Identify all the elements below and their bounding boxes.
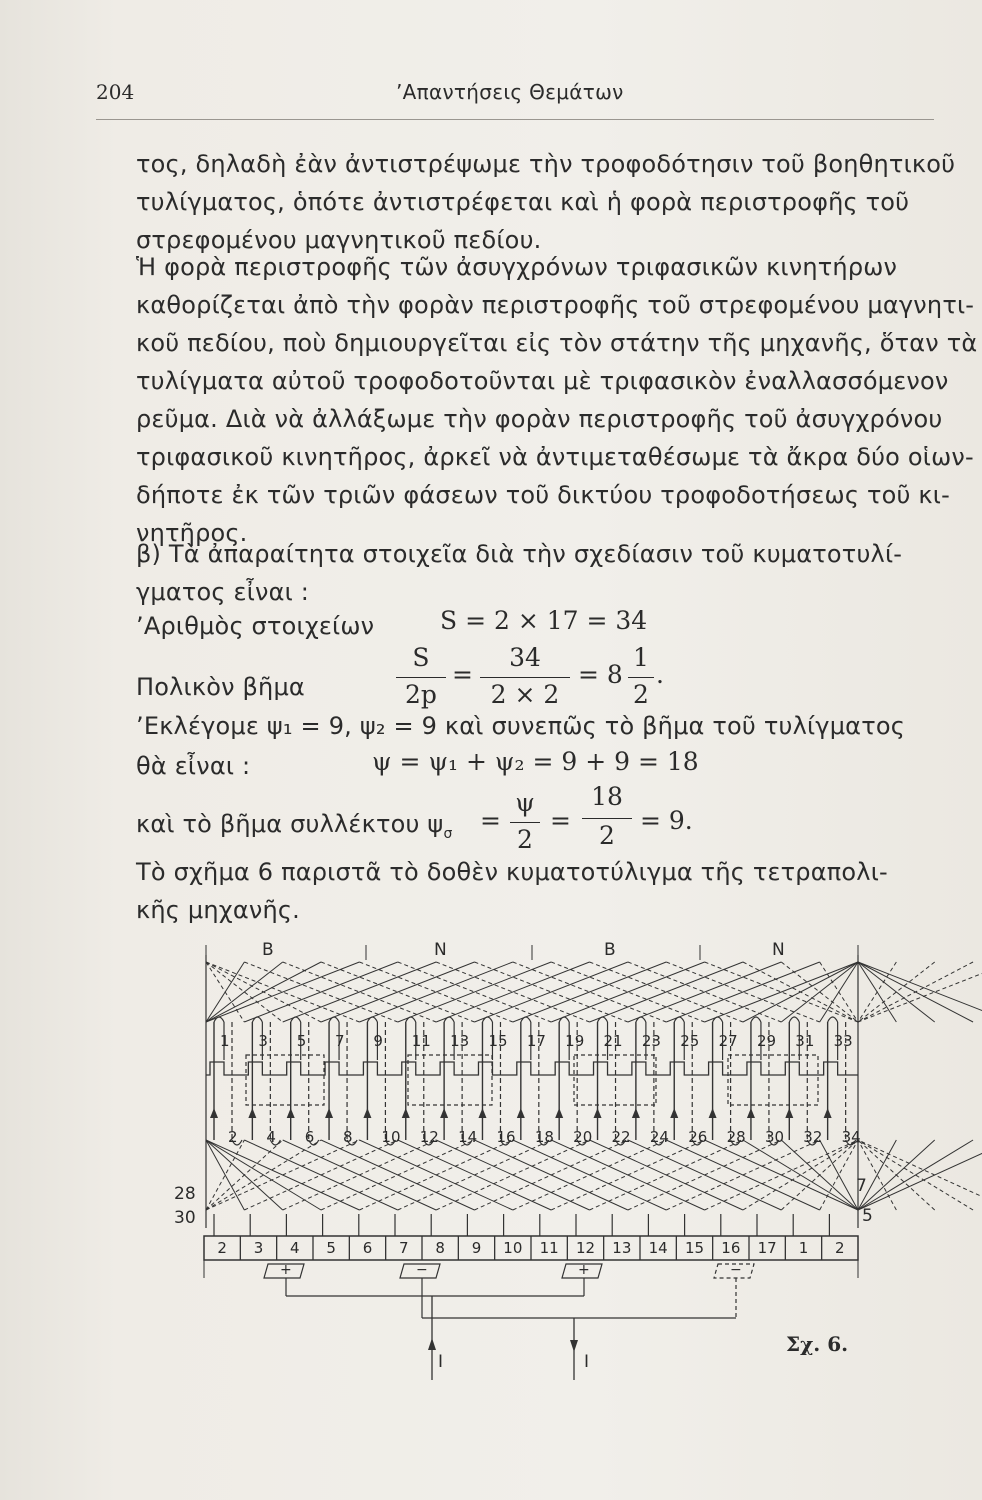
commutator-segment: 7 — [399, 1239, 409, 1257]
text-line: τυλίγματος, ὁπότε ἀντιστρέφεται καὶ ἡ φορὰ περιστροφῆς τοῦ — [136, 188, 910, 216]
comm-den: 2 — [517, 825, 533, 854]
pole-label: B — [262, 940, 274, 960]
commutator-segment: 14 — [648, 1239, 668, 1257]
slot-number-bottom: 8 — [343, 1128, 353, 1146]
brush-polarity: + — [280, 1262, 292, 1278]
slot-number-top: 3 — [258, 1032, 268, 1050]
slot-number-bottom: 10 — [381, 1128, 401, 1146]
text-line: τος, δηλαδὴ ἐὰν ἀντιστρέψωμε τὴν τροφοδότησιν τοῦ βοηθητικοῦ — [136, 150, 956, 178]
brush-polarity: + — [578, 1262, 590, 1278]
commutator-segment: 10 — [503, 1239, 523, 1257]
pole-face-box — [728, 1055, 818, 1105]
pitch-equation: ψ = ψ₁ + ψ₂ = 9 + 9 = 18 — [372, 747, 699, 776]
slot-number-top: 33 — [833, 1032, 853, 1050]
coil-end-top — [828, 1017, 838, 1022]
comm-result: = 9. — [640, 806, 693, 835]
pole-label: N — [772, 940, 785, 960]
pole-result-num: 1 — [633, 643, 649, 672]
brush-polarity: − — [730, 1262, 742, 1278]
figure-caption: Σχ. 6. — [786, 1332, 849, 1356]
text-line: κῆς μηχανῆς. — [136, 896, 300, 924]
side-label-left: 28 — [174, 1184, 196, 1204]
current-arrow — [670, 1108, 678, 1118]
slot-number-bottom: 28 — [726, 1128, 746, 1146]
slot-number-top: 15 — [488, 1032, 508, 1050]
commutator-segment: 1 — [798, 1239, 809, 1257]
slot-number-bottom: 6 — [304, 1128, 315, 1146]
current-arrow — [478, 1108, 486, 1118]
page-number: 204 — [96, 80, 135, 104]
text-line: στρεφομένου μαγνητικοῦ πεδίου. — [136, 226, 542, 254]
text-line: δήποτε ἐκ τῶν τριῶν φάσεων τοῦ δικτύου τροφοδοτήσεως τοῦ κι- — [136, 481, 950, 509]
commutator-segment: 16 — [721, 1239, 741, 1257]
slot-number-bottom: 12 — [419, 1128, 439, 1146]
commutator-segment: 6 — [362, 1239, 373, 1257]
current-arrow — [325, 1108, 333, 1118]
comm-eq1: = — [480, 806, 501, 835]
pole-fraction-num: S — [412, 643, 430, 672]
end-connection — [206, 1140, 244, 1210]
pole-result-den: 2 — [633, 680, 649, 709]
comm-eq2: = — [550, 806, 571, 835]
side-label-left: 30 — [174, 1208, 196, 1228]
text-line: β) Τὰ ἀπαραίτητα στοιχεῖα διὰ τὴν σχεδίασιν τοῦ κυματοτυλί- — [136, 540, 903, 568]
pole-label: B — [604, 940, 616, 960]
text-line: Τὸ σχῆμα 6 παριστᾶ τὸ δοθὲν κυματοτύλιγμα τῆς τετραπολι- — [136, 858, 888, 886]
slot-number-top: 25 — [680, 1032, 700, 1050]
commutator-segment: 9 — [471, 1239, 482, 1257]
side-label-right: 7 — [856, 1176, 867, 1196]
current-arrow — [747, 1108, 755, 1118]
side-label-right: 5 — [862, 1206, 873, 1226]
current-arrow — [402, 1108, 410, 1118]
commutator-segment: 17 — [757, 1239, 777, 1257]
elements-label: ’Αριθμὸς στοιχείων — [136, 612, 375, 640]
commutator-segment: 3 — [253, 1239, 264, 1257]
slot-number-top: 11 — [411, 1032, 431, 1050]
current-arrow — [210, 1108, 218, 1118]
slot-number-bottom: 18 — [534, 1128, 554, 1146]
comm-label-text: καὶ τὸ βῆμα συλλέκτου ψ — [136, 810, 444, 838]
pole-result: = 8 — [578, 660, 623, 689]
commutator-segment: 15 — [684, 1239, 705, 1257]
slot-number-top: 27 — [718, 1032, 738, 1050]
text-line: τυλίγματα αὐτοῦ τροφοδοτοῦνται μὲ τριφασικὸν ἐναλλασσόμενον — [136, 367, 949, 395]
text-line: κοῦ πεδίου, ποὺ δημιουργεῖται εἰς τὸν στάτην τῆς μηχανῆς, ὅταν τὰ — [136, 329, 978, 357]
text-line: Ἡ φορὰ περιστροφῆς τῶν ἀσυγχρόνων τριφασικῶν κινητήρων — [136, 253, 898, 281]
pole-fraction-num2: 34 — [509, 643, 541, 672]
commutator-segment: 2 — [217, 1239, 227, 1257]
slot-number-bottom: 2 — [228, 1128, 238, 1146]
brush-polarity: − — [416, 1262, 428, 1278]
end-connection — [858, 1140, 982, 1210]
current-arrow — [555, 1108, 563, 1118]
slot-number-bottom: 26 — [688, 1128, 708, 1146]
slot-number-bottom: 22 — [611, 1128, 631, 1146]
text-line: γματος εἶναι : — [136, 578, 310, 606]
slot-number-top: 23 — [641, 1032, 661, 1050]
pitch-label: θὰ εἶναι : — [136, 752, 251, 780]
current-arrow — [824, 1108, 832, 1118]
commutator-segment: 12 — [575, 1239, 596, 1257]
current-arrow — [363, 1108, 371, 1118]
slot-number-bottom: 34 — [841, 1128, 861, 1146]
slot-number-bottom: 32 — [803, 1128, 823, 1146]
current-arrow — [632, 1108, 640, 1118]
current-arrow — [248, 1108, 256, 1118]
slot-number-top: 17 — [526, 1032, 546, 1050]
pole-shoe-outline — [206, 1062, 858, 1075]
text-line: νητῆρος. — [136, 519, 248, 547]
slot-number-top: 31 — [795, 1032, 815, 1050]
elements-equation: S = 2 × 17 = 34 — [440, 606, 648, 635]
current-label: I — [584, 1352, 590, 1372]
coil-end-top — [789, 1017, 799, 1022]
current-label: I — [438, 1352, 444, 1372]
current-arrow — [594, 1108, 602, 1118]
pole-pitch-label: Πολικὸν βῆμα — [136, 673, 305, 701]
commutator-segment: 5 — [326, 1239, 336, 1257]
current-arrow — [517, 1108, 525, 1118]
commutator-segment: 4 — [290, 1239, 300, 1257]
current-arrow — [785, 1108, 793, 1118]
comm-num2: 18 — [591, 782, 623, 811]
commutator-segment: 2 — [835, 1239, 845, 1257]
current-arrow — [570, 1340, 578, 1352]
text-line: καθορίζεται ἀπὸ τὴν φορὰν περιστροφῆς τοῦ στρεφομένου μαγνητι- — [136, 291, 975, 319]
slot-number-top: 19 — [565, 1032, 585, 1050]
slot-number-top: 21 — [603, 1032, 623, 1050]
pole-fraction-den2: 2 × 2 — [490, 680, 560, 709]
current-arrow — [287, 1108, 295, 1118]
slot-number-top: 13 — [450, 1032, 470, 1050]
comm-den2: 2 — [599, 821, 615, 850]
slot-number-bottom: 20 — [573, 1128, 593, 1146]
end-connection — [820, 1140, 858, 1210]
slot-number-bottom: 30 — [764, 1128, 785, 1146]
running-title: ’Απαντήσεις Θεμάτων — [396, 80, 624, 104]
commutator-segment: 13 — [612, 1239, 632, 1257]
slot-number-top: 5 — [296, 1032, 307, 1050]
end-connection — [858, 1140, 982, 1210]
current-arrow — [440, 1108, 448, 1118]
current-arrow — [709, 1108, 717, 1118]
choose-text: ’Εκλέγομε ψ₁ = 9, ψ₂ = 9 καὶ συνεπῶς τὸ βῆμα τοῦ τυλίγματος — [136, 712, 906, 740]
slot-number-top: 29 — [756, 1032, 777, 1050]
slot-number-top: 1 — [220, 1032, 230, 1050]
slot-number-bottom: 24 — [649, 1128, 669, 1146]
commutator-segment: 11 — [539, 1239, 559, 1257]
comm-num: ψ — [515, 788, 535, 817]
pole-fraction-den: 2p — [405, 680, 437, 709]
text-line: τριφασικοῦ κινητῆρος, ἀρκεῖ νὰ ἀντιμεταθέσωμε τὰ ἄκρα δύο οἱων- — [136, 443, 974, 471]
end-connection — [858, 1140, 896, 1210]
slot-number-top: 7 — [335, 1032, 345, 1050]
current-arrow — [428, 1338, 436, 1350]
slot-number-bottom: 4 — [266, 1128, 276, 1146]
pole-result-dot: . — [656, 660, 664, 689]
coil-end-top — [751, 1017, 761, 1022]
slot-number-bottom: 14 — [458, 1128, 478, 1146]
comm-subscript: σ — [443, 825, 453, 842]
commutator-segment: 8 — [435, 1239, 445, 1257]
pole-label: N — [434, 940, 447, 960]
equals-sign: = — [452, 660, 473, 689]
slot-number-top: 9 — [373, 1032, 383, 1050]
slot-number-bottom: 16 — [496, 1128, 516, 1146]
text-line: ρεῦμα. Διὰ νὰ ἀλλάξωμε τὴν φορὰν περιστροφῆς τοῦ ἀσυγχρόνου — [136, 405, 943, 433]
